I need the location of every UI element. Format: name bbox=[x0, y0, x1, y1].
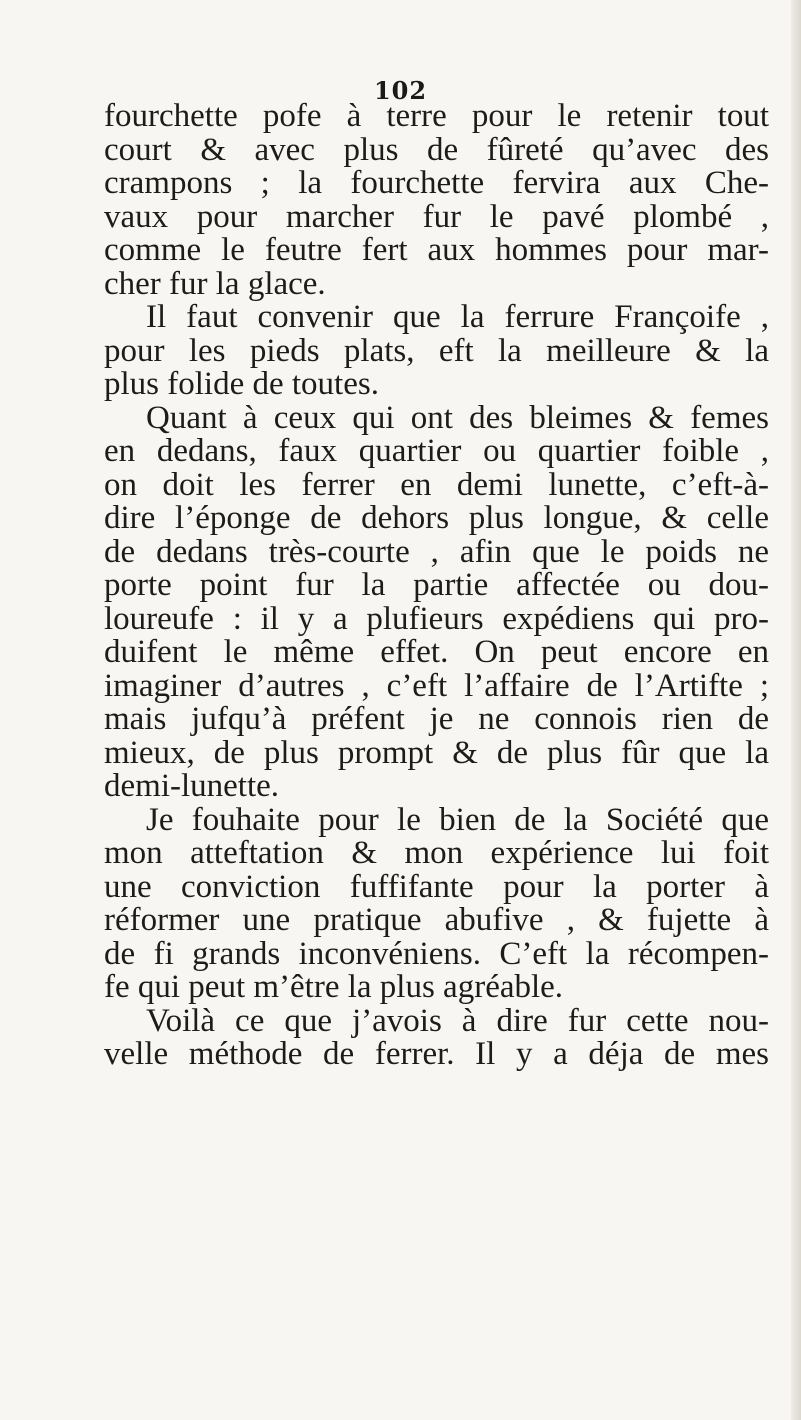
text-line: imaginer d’autres , c’eft l’affaire de l’Artifte ; bbox=[104, 669, 769, 703]
text-line: mieux, de plus prompt & de plus fûr que la bbox=[104, 736, 769, 770]
text-line: porte point fur la partie affectée ou dou- bbox=[104, 569, 769, 603]
text-line: crampons ; la fourchette fervira aux Che- bbox=[104, 167, 769, 201]
page-edge bbox=[791, 0, 801, 1420]
text-line: fourchette pofe à terre pour le retenir tout bbox=[104, 100, 769, 134]
text-line: on doit les ferrer en demi lunette, c’eft-à- bbox=[104, 468, 769, 502]
text-line: Quant à ceux qui ont des bleimes & femes bbox=[146, 401, 769, 435]
text-line: fe qui peut m’être la plus agréable. bbox=[104, 971, 564, 1005]
text-line: comme le feutre fert aux hommes pour mar- bbox=[104, 234, 769, 268]
text-line: pour les pieds plats, eft la meilleure & la bbox=[104, 334, 769, 368]
text-line: en dedans, faux quartier ou quartier foible , bbox=[104, 435, 769, 469]
text-line: velle méthode de ferrer. Il y a déja de mes bbox=[104, 1038, 769, 1072]
text-line: demi-lunette. bbox=[104, 770, 280, 804]
text-line: vaux pour marcher fur le pavé plombé , bbox=[104, 200, 769, 234]
text-line: Il faut convenir que la ferrure Françoife , bbox=[146, 301, 769, 335]
text-line: mais jufqu’à préfent je ne connois rien de bbox=[104, 703, 769, 737]
text-line: cher fur la glace. bbox=[104, 267, 326, 301]
text-line: de fi grands inconvéniens. C’eft la récompen- bbox=[104, 937, 769, 971]
text-line: mon atteftation & mon expérience lui foit bbox=[104, 837, 769, 871]
text-line: plus folide de toutes. bbox=[104, 368, 379, 402]
text-line: dire l’éponge de dehors plus longue, & celle bbox=[104, 502, 769, 536]
text-line: réformer une pratique abufive , & fujette à bbox=[104, 904, 769, 938]
text-line: duifent le même effet. On peut encore en bbox=[104, 636, 769, 670]
text-line: de dedans très-courte , afin que le poids ne bbox=[104, 535, 769, 569]
text-line: court & avec plus de fûreté qu’avec des bbox=[104, 133, 769, 167]
body-text bbox=[104, 100, 769, 1072]
text-line: une conviction fuffifante pour la porter à bbox=[104, 870, 769, 904]
page-number: 102 bbox=[373, 76, 428, 105]
text-line: Voilà ce que j’avois à dire fur cette nou- bbox=[146, 1004, 769, 1038]
text-line: loureufe : il y a plufieurs expédiens qui pro- bbox=[104, 602, 769, 636]
text-line: Je fouhaite pour le bien de la Société que bbox=[146, 803, 769, 837]
